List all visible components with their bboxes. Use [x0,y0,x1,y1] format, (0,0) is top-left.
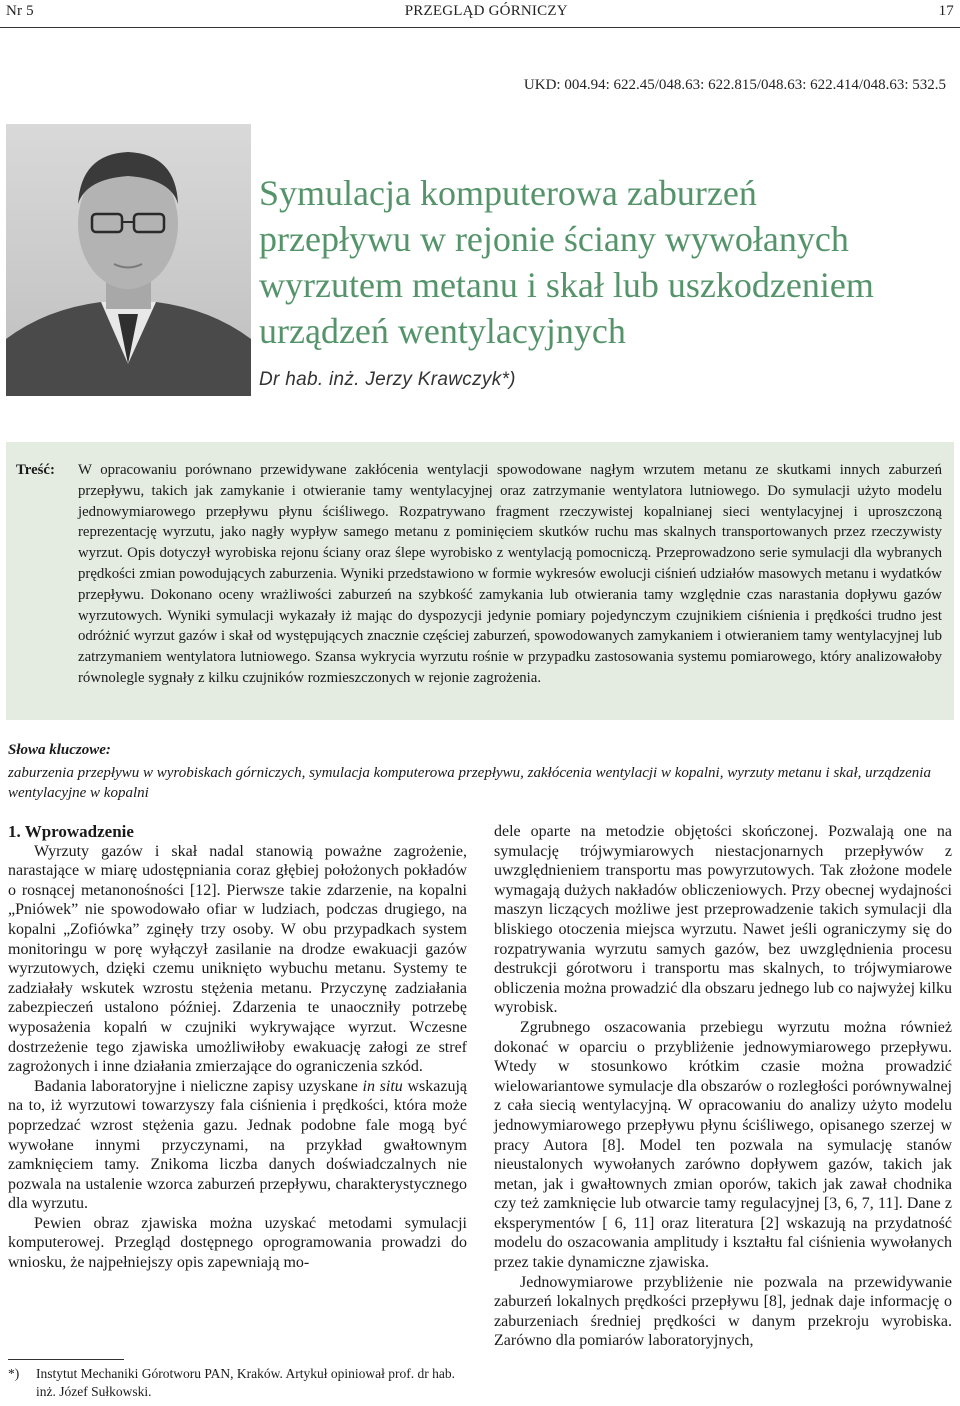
section-heading: 1. Wprowadzenie [8,822,134,841]
paragraph: Wyrzuty gazów i skał nadal stanowią poważne zagrożenie, narastające w miarę udostępniania coraz głębiej położonych pokładów o rosnącej metanonośności [12]. Pierwsze takie zdarzenie, na kopalni „Pniówek” nie spowodowało ofiar w ludziach, podczas drugiego, na kopalni „Zofiówka” zginęły trzy osoby. W obu przypadkach system monitoringu w porę wyłączył zasilanie na drodze ewakuacji gazów wyrzutowych, dzięki czemu uniknięto wybuchu metanu. Systemy te zadziałały wskutek wzrostu stężenia metanu. Przyczynę zadziałania zabezpieczeń ustalono później. Zdarzenia te unaoczniły potrzebę wyposażenia kopalń w czujniki wykrywające wyrzut. Wczesne dostrzeżenie tego zjawiska umożliwiłoby ewakuację załogi ze stref zagrożonych i inne działania zmierzające do ograniczenia szkód. [8,842,467,1076]
header-rule [0,27,960,28]
in-situ-term: in situ [362,1077,403,1095]
footnote-text: Instytut Mechaniki Górotworu PAN, Kraków. Artykuł opiniował prof. dr hab. inż. Józef Sułkowski. [36,1366,455,1399]
abstract-label: Treść: [16,462,55,478]
footnote-rule [8,1359,124,1360]
abstract-box [6,442,954,720]
paragraph: dele oparte na metodzie objętości skończonej. Pozwalają one na symulację trójwymiarowych niestacjonarnych przepływów z uwzględnieniem transportu mas powyrzutowych. Tak złożone modele wymagają dużych nakładów obliczeniowych. Przy obecnej wydajności maszyn liczących możliwe jest przeprowadzenie takich symulacji dla bliskiego otoczenia miejsca wyrzutu. Nawet jeśli ograniczymy się do rozpatrywania wyrzutu samych gazów, bez uwzględnienia procesu destrukcji górotworu i transportu mas skalnych, to trójwymiarowe obliczenia można prowadzić dla obszaru jednego lub co najwyżej kilku wyrobisk. [494,823,952,1017]
paragraph: Zgrubnego oszacowania przebiegu wyrzutu można również dokonać w oparciu o przybliżenie jednowymiarowego przepływu. Wtedy w stosunkowo krótkim czasie można prowadzić wielowariantowe symulacje dla obszarów o rozległości porównywalnej z cała siecią wentylacyjną. W opracowaniu do analizy użyto modelu jednowymiarowego przepływu płynu ściśliwego, opisanego szerzej w pracy Autora [8]. Model ten pozwala na symulację stanów nieustalonych wywołanych zarówno dopływem gazów, takich jak metan, jak i gwałtownych zmian oporów, takich jak zawał chodnika czy też zamknięcie lub otwarcie tamy regulacyjnej [3, 6, 7, 11]. Dane z eksperymentów [ 6, 11] oraz literatura [2] wskazują na przydatność modelu do oszacowania amplitudy i kształtu fal ciśnienia wywołanych przez takie dynamiczne zjawiska. [494,1018,952,1272]
paragraph [8,1077,467,1214]
paragraph: Jednowymiarowe przybliżenie nie pozwala na przewidywanie zaburzeń lokalnych prędkości przepływu [8], jednak daje informację o zaburzeniach średniej prędkości w danym przekroju wyrobiska. Zarówno dla pomiarów laboratoryjnych, [494,1273,952,1350]
ukd-classification: UKD: 004.94: 622.45/048.63: 622.815/048.63: 622.414/048.63: 532.5 [523,77,946,93]
article-title [259,170,949,354]
paragraph-text: Badania laboratoryjne i nieliczne zapisy uzyskane [34,1077,363,1095]
keywords-label: Słowa kluczowe: [8,742,111,758]
paragraph-text: wskazują na to, iż wyrzutowi towarzyszy fala ciśnienia i prędkości, która może poprzedzać wzrost stężenia gazu. Jednak podobne fale mogą być wywołane innymi przyczynami, na przykład gwałtownym zamknięciem tamy. Znikoma liczba danych doświadczalnych nie pozwala na ustalenie wzorca zaburzeń przepływu, charakterystycznego dla wyrzutu. [8,1077,468,1213]
journal-name: PRZEGLĄD GÓRNICZY [404,3,568,19]
abstract-text: W opracowaniu porównano przewidywane zakłócenia wentylacji spowodowane nagłym wrzutem metanu ze skutkami innych zaburzeń przepływu, takich jak zamykanie i otwieranie tamy wentylacyjnej oraz zatrzymanie wentylatora lutniowego. Do symulacji użyto modelu jednowymiarowego przepływu płynu ściśliwego. Rozpatrywano fragment rzeczywistej kopalnianej sieci wentylacyjnej i uproszczoną reprezentację wyrzutu, jako nagły wypływ samego metanu z pominięciem skutków ruchu mas skalnych transportowanych przez rzeczywisty wyrzut. Opis dotyczył wyrobiska rejonu ściany oraz ślepe wyrobisko z wentylacją pomocniczą. Przeprowadzono serie symulacji dla wybranych prędkości zmian powodujących zaburzenia. Wyniki przedstawiono w formie wykresów ewolucji ciśnień udziałów masowych metanu i wydatków przepływu. Dokonano oceny wrażliwości zaburzeń na szybkość zamykania lub otwierania tamy względnie czas narastania dopływu gazów wyrzutowych. Wyniki symulacji wykazały iż mając do dyspozycji jedynie pomiary pojedynczym czujnikiem ciśnienia i prędkości trudno jest odróżnić wyrzut gazów i skał od występujących znacznie częściej zaburzeń, spowodowanych zamykaniem i otwieraniem tamy wentylacyjnej lub zatrzymaniem wentylatora lutniowego. Szansa wykrycia wyrzutu rośnie w przypadku zastosowania systemu pomiarowego, który analizowałoby równolegle sygnały z kilku czujników rozmieszczonych w rejonie zagrożenia. [78,462,942,686]
footnote-mark: *) [8,1366,20,1381]
page-number: 17 [938,3,954,19]
title-line: przepływu w rejonie ściany wywołanych [259,219,849,259]
author-name: Dr hab. inż. Jerzy Krawczyk*) [259,369,516,390]
journal-issue: Nr 5 [6,3,34,19]
author-photo [6,124,251,396]
left-column [8,822,467,1273]
running-head [6,3,954,25]
footnote [8,1365,468,1401]
title-line: wyrzutem metanu i skał lub uszkodzeniem [259,265,874,305]
right-column [494,822,952,1351]
author-portrait-image [6,124,251,396]
keywords-text: zaburzenia przepływu w wyrobiskach górniczych, symulacja komputerowa przepływu, zakłócenia wentylacji w kopalni, wyrzuty metanu i skał, urządzenia wentylacyjne w kopalni [8,765,931,801]
paragraph: Pewien obraz zjawiska można uzyskać metodami symulacji komputerowej. Przegląd dostępnego oprogramowania prowadzi do wniosku, że najpełniejszy opis zapewniają mo- [8,1214,467,1272]
title-line: urządzeń wentylacyjnych [259,311,626,351]
title-line: Symulacja komputerowa zaburzeń [259,173,757,213]
